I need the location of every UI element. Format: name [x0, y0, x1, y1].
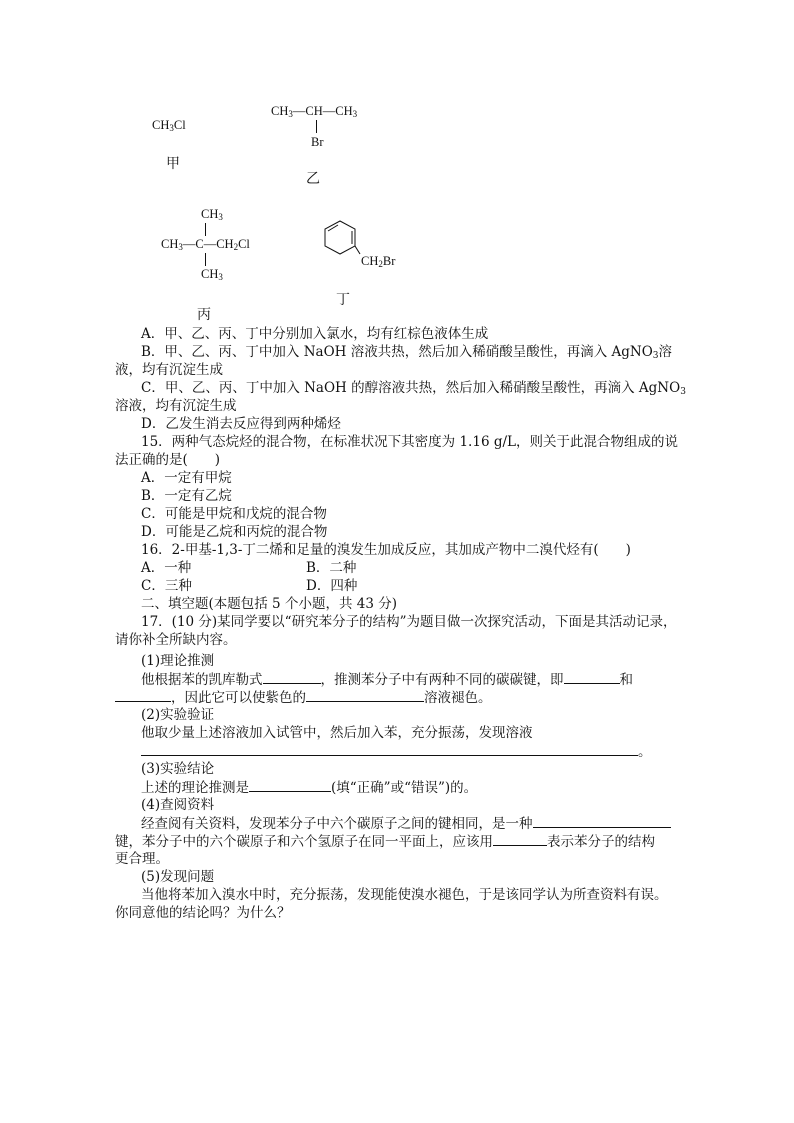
- structure-jia-label: 甲: [166, 156, 180, 172]
- structure-ding-formula: $CH_2Br$: [361, 254, 396, 269]
- structure-yi-bond: [316, 120, 317, 133]
- part-5-line: 当他将苯加入溴水中时，充分振荡，发现能使溴水褪色，于是该同学认为所查资料有误。: [141, 887, 668, 903]
- option-16d: D．四种: [306, 578, 358, 594]
- blank-conclusion[interactable]: [249, 778, 331, 792]
- structure-jia-formula: $CH_3Cl$: [152, 118, 186, 133]
- part-5-heading: (5)发现问题: [141, 869, 215, 885]
- option-16c: C．三种: [141, 578, 192, 594]
- part-2-line: 他取少量上述溶液加入试管中，然后加入苯，充分振荡，发现溶液: [141, 725, 533, 741]
- option-16b: B．二种: [306, 560, 357, 576]
- structure-bing-mid: $CH_3—C—CH_2Cl$: [161, 237, 250, 252]
- blank-solution[interactable]: [306, 688, 424, 702]
- structure-bing-top: $CH_3$: [201, 207, 223, 222]
- option-14b: B．甲、乙、丙、丁中加入 NaOH 溶液共热，然后加入稀硝酸呈酸性，再滴入 AgNO$_3$溶: [141, 344, 673, 361]
- part-1-heading: (1)理论推测: [141, 653, 215, 669]
- option-15b: B．一定有乙烷: [141, 488, 232, 504]
- question-16: 16．2-甲基-1,3-丁二烯和足量的溴发生加成反应，其加成产物中二溴代烃有( ): [141, 542, 631, 558]
- option-14c: C．甲、乙、丙、丁中加入 NaOH 的醇溶液共热，然后加入稀硝酸呈酸性，再滴入 AgNO$_3$: [141, 380, 686, 397]
- option-15c: C．可能是甲烷和戊烷的混合物: [141, 506, 327, 522]
- blank-kekule[interactable]: [263, 670, 321, 684]
- option-15a: A．一定有甲烷: [141, 470, 232, 486]
- question-17: 17．(10 分)某同学要以“研究苯分子的结构”为题目做一次探究活动，下面是其活动记录，: [141, 614, 677, 630]
- part-5-question: 你同意他的结论吗？为什么？: [115, 905, 291, 921]
- part-3-heading: (3)实验结论: [141, 761, 215, 777]
- option-14c-cont: 溶液，均有沉淀生成: [115, 398, 237, 414]
- option-14d: D．乙发生消去反应得到两种烯烃: [141, 416, 341, 432]
- part-4-heading: (4)查阅资料: [141, 797, 215, 813]
- part-2-heading: (2)实验验证: [141, 707, 215, 723]
- question-15: 15．两种气态烷烃的混合物，在标准状况下其密度为 1.16 g/L，则关于此混合物组成的说: [141, 434, 678, 450]
- blank-structure[interactable]: [493, 832, 547, 846]
- structure-bing-bot: $CH_3$: [201, 267, 223, 282]
- blank-bond-type[interactable]: [533, 814, 671, 828]
- part-1-line: 他根据苯的凯库勒式 ，推测苯分子中有两种不同的碳碳键，即 和: [141, 672, 633, 688]
- question-17-cont: 请你补全所缺内容。: [115, 632, 237, 648]
- blank-observation[interactable]: [141, 742, 638, 756]
- option-14a: A．甲、乙、丙、丁中分别加入氯水，均有红棕色液体生成: [141, 326, 489, 342]
- part-4-line: 经查阅有关资料，发现苯分子中六个碳原子之间的键相同，是一种: [141, 814, 711, 833]
- section-heading: 二、填空题(本题包括 5 个小题，共 43 分): [141, 596, 397, 612]
- blank-bond-1[interactable]: [564, 670, 620, 684]
- structure-ding-label: 丁: [336, 292, 350, 308]
- option-16a: A．一种: [141, 560, 192, 576]
- structure-bing-bond-top: [205, 223, 206, 236]
- part-2-blank-line: 。: [141, 742, 711, 761]
- part-4-line-cont: 键，苯分子中的六个碳原子和六个氢原子在同一平面上，应该用 表示苯分子的结构: [115, 834, 655, 850]
- part-1-line-cont: ，因此它可以使紫色的 溶液褪色。: [115, 688, 685, 707]
- structure-yi-br: Br: [311, 135, 324, 149]
- option-15d: D．可能是乙烷和丙烷的混合物: [141, 524, 328, 540]
- structure-bing-label: 丙: [197, 307, 211, 323]
- structure-yi-label: 乙: [306, 171, 320, 187]
- part-4-line-end: 更合理。: [115, 851, 169, 867]
- structure-bing-bond-bot: [205, 253, 206, 266]
- blank-bond-2[interactable]: [115, 688, 171, 702]
- structure-yi-formula: $CH_3—CH—CH_3$: [271, 104, 358, 119]
- option-14b-cont: 液，均有沉淀生成: [115, 362, 223, 378]
- part-3-line: 上述的理论推测是 (填“正确”或“错误”)的。: [141, 780, 478, 796]
- benzene-ring-icon: [322, 218, 362, 260]
- question-15-cont: 法正确的是( ): [115, 452, 221, 468]
